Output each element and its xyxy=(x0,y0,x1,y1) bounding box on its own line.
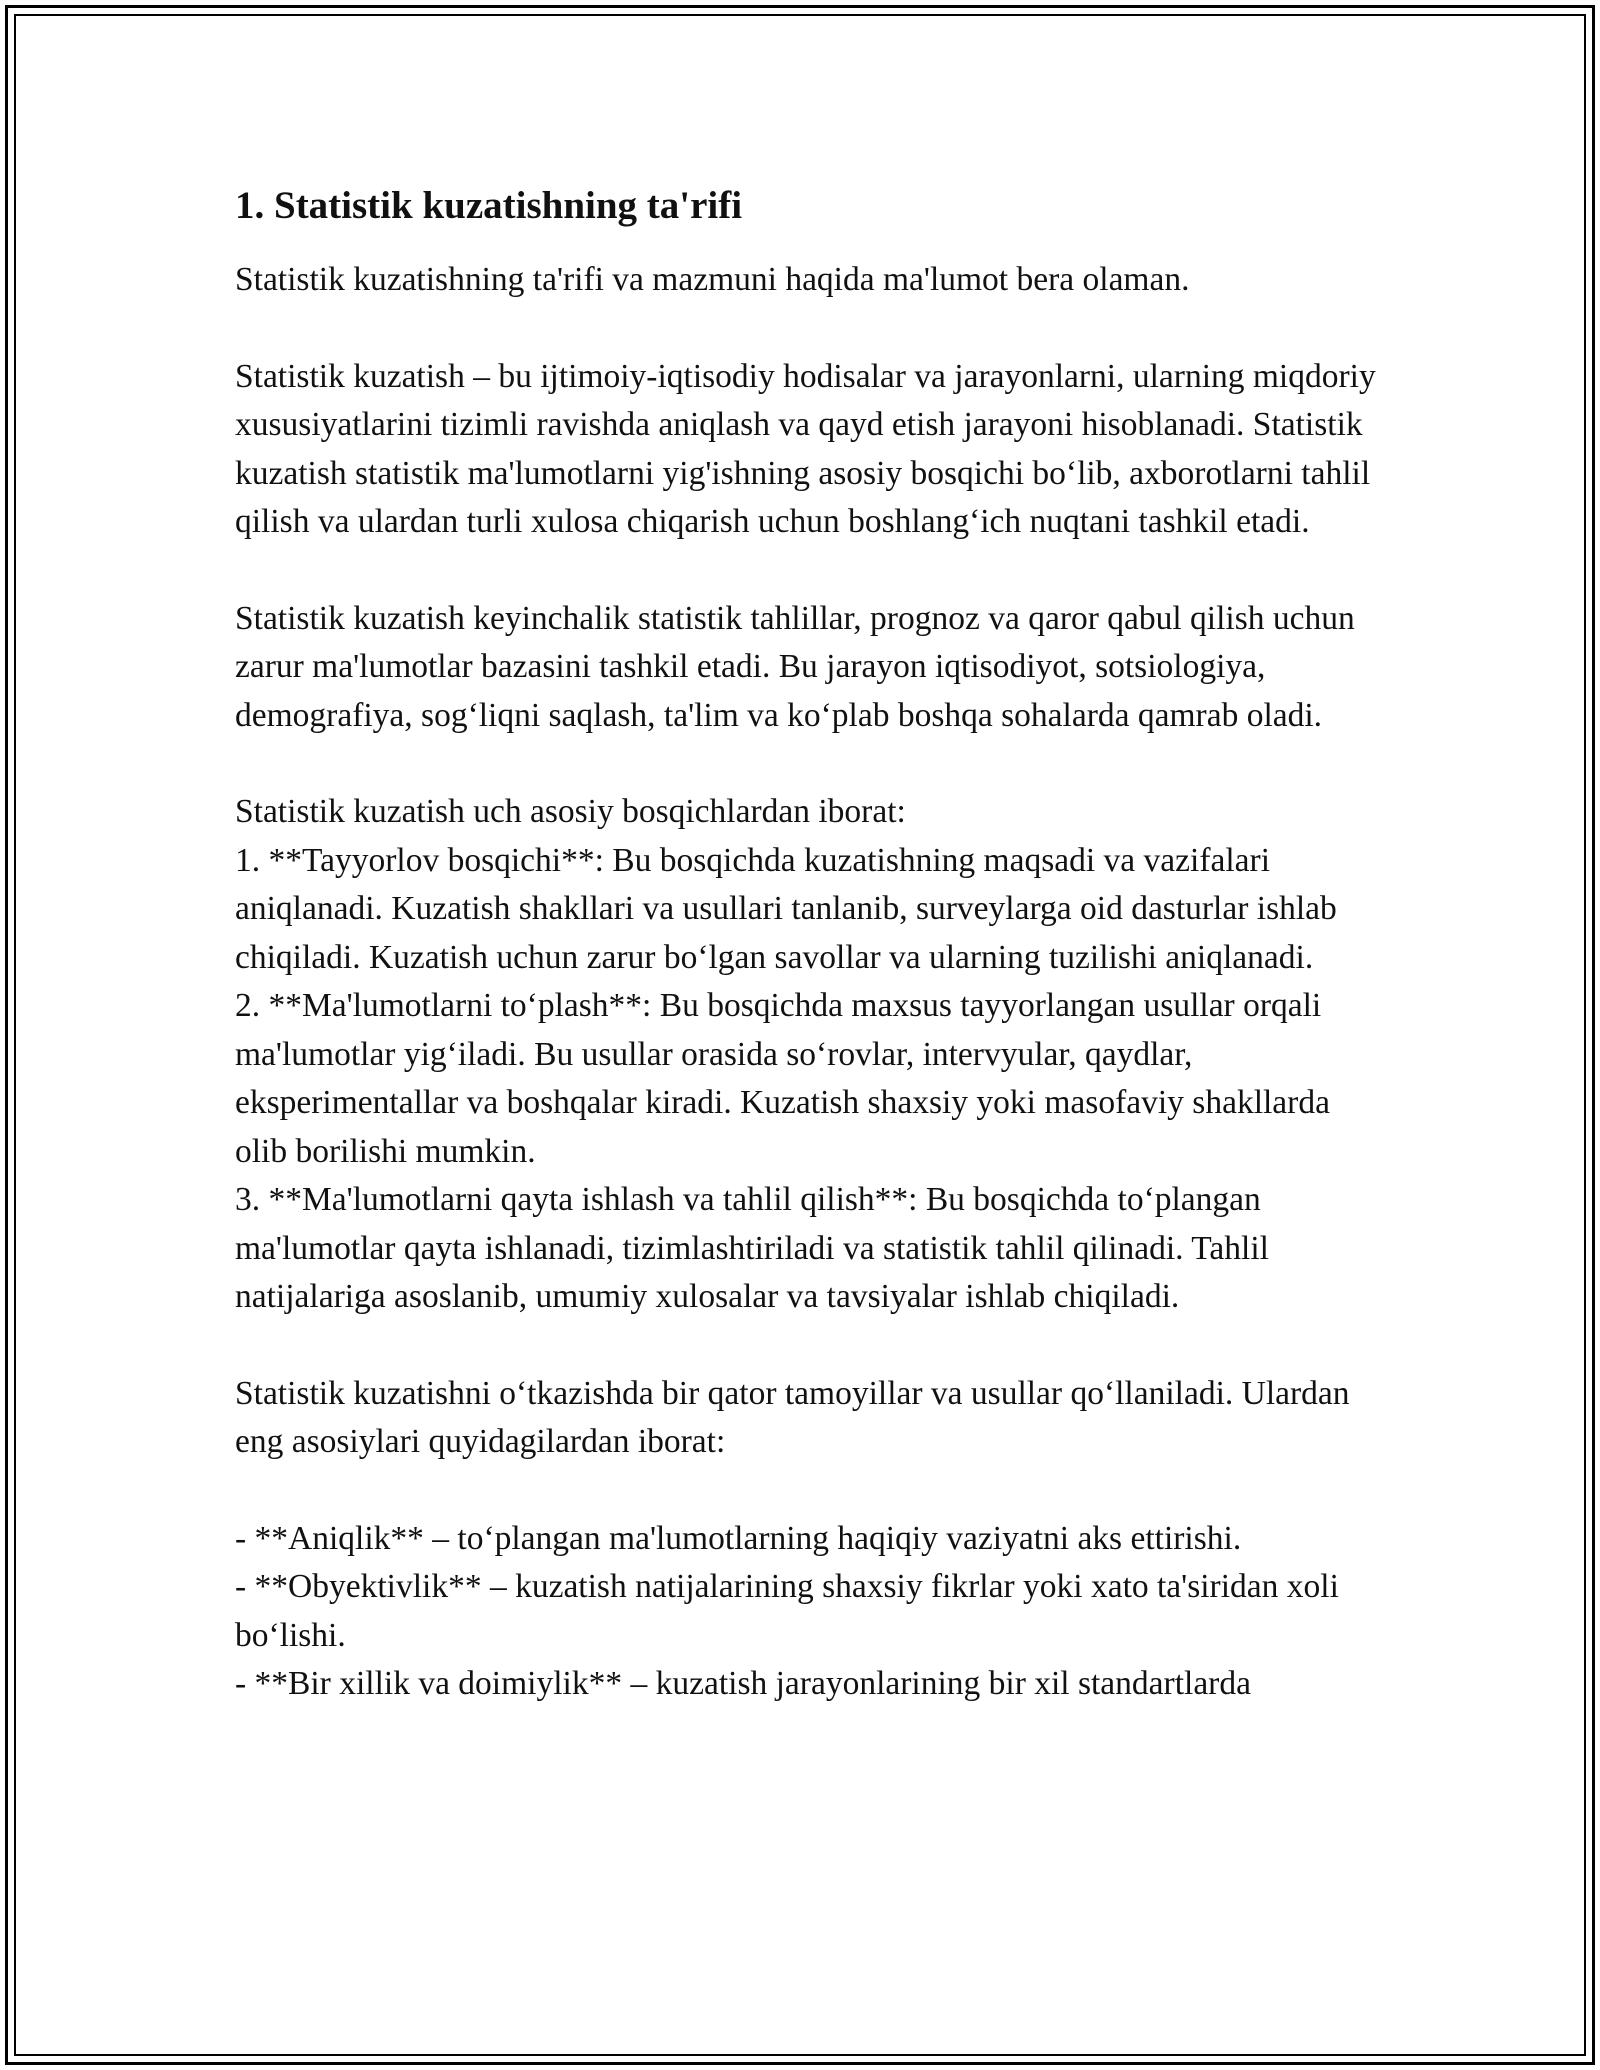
usage-paragraph: Statistik kuzatish keyinchalik statistik tahlillar, prognoz va qaror qabul qilish uchun zarur ma'lumotlar bazasini tashkil etadi. Bu jarayon iqtisodiyot, sotsiologiya, demografiya, sog‘liqni saqlash, ta'lim va ko‘plab boshqa sohalarda qamrab oladi. xyxy=(235,599,1355,734)
list-item: - **Obyektivlik** – kuzatish natijalarining shaxsiy fikrlar yoki xato ta'siridan xoli bo‘lishi. xyxy=(235,1568,1339,1654)
stages-intro: Statistik kuzatish uch asosiy bosqichlardan iborat: xyxy=(235,793,906,830)
principles-intro-paragraph: Statistik kuzatishni o‘tkazishda bir qator tamoyillar va usullar qo‘llaniladi. Ulardan eng asosiylari quyidagilardan iborat: xyxy=(235,1374,1350,1460)
list-item: 1. **Tayyorlov bosqichi**: Bu bosqichda kuzatishning maqsadi va vazifalari aniqlanadi. Kuzatish shakllari va usullari tanlanib, surveylarga oid dasturlar ishlab chiqiladi. Kuzatish uchun zarur bo‘lgan savollar va ularning tuzilishi aniqlanadi. xyxy=(235,841,1337,976)
stages-section xyxy=(235,788,1385,1322)
list-item: - **Aniqlik** – to‘plangan ma'lumotlarning haqiqiy vaziyatni aks ettirishi. xyxy=(235,1519,1242,1557)
document-title: 1. Statistik kuzatishning ta'rifi xyxy=(235,184,743,227)
list-item: 3. **Ma'lumotlarni qayta ishlash va tahlil qilish**: Bu bosqichda to‘plangan ma'lumotlar qayta ishlanadi, tizimlashtiriladi va statistik tahlil qilinadi. Tahlil natijalariga asoslanib, umumiy xulosalar va tavsiyalar ishlab chiqiladi. xyxy=(235,1181,1269,1315)
document-body xyxy=(235,178,1385,1757)
list-item: - **Bir xillik va doimiylik** – kuzatish jarayonlarining bir xil standartlarda xyxy=(235,1665,1251,1702)
list-item: 2. **Ma'lumotlarni to‘plash**: Bu bosqichda maxsus tayyorlangan usullar orqali ma'lumotlar yig‘iladi. Bu usullar orasida so‘rovlar, intervyular, qaydlar, eksperimentallar va boshqalar kiradi. Kuzatish shaxsiy yoki masofaviy shakllarda olib borilishi mumkin. xyxy=(235,987,1330,1170)
principles-section xyxy=(235,1515,1385,1709)
intro-paragraph: Statistik kuzatishning ta'rifi va mazmuni haqida ma'lumot bera olaman. xyxy=(235,261,1190,298)
definition-paragraph: Statistik kuzatish – bu ijtimoiy-iqtisodiy hodisalar va jarayonlarni, ularning miqdoriy xususiyatlarini tizimli ravishda aniqlash va qayd etish jarayoni hisoblanadi. Statistik kuzatish statistik ma'lumotlarni yig'ishning asosiy bosqichi bo‘lib, axborotlarni tahlil qilish va ulardan turli xulosa chiqarish uchun boshlang‘ich nuqtani tashkil etadi. xyxy=(235,357,1376,540)
